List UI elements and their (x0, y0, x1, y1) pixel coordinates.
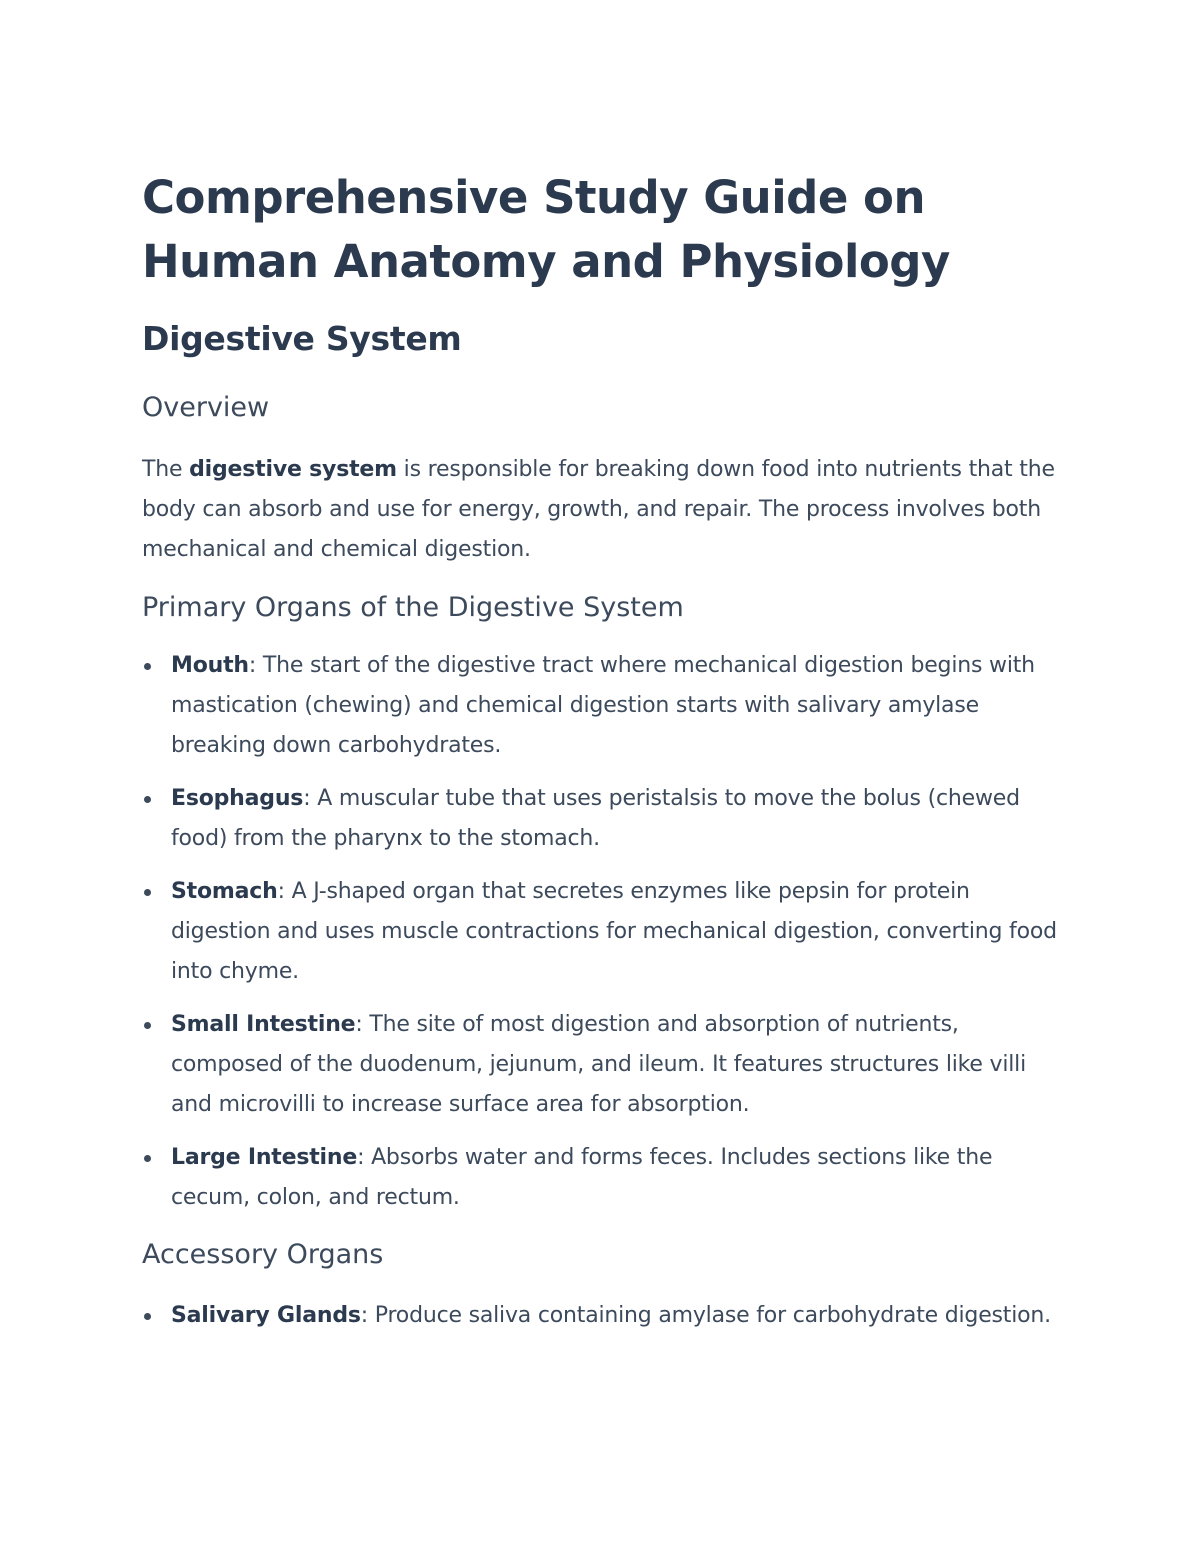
item-desc: : Produce saliva containing amylase for carbohydrate digestion. (360, 1303, 1051, 1328)
item-term: Mouth (171, 653, 249, 678)
document-title: Comprehensive Study Guide on Human Anatomy and Physiology (142, 171, 950, 288)
accessory-organs-list (142, 1296, 1062, 1349)
overview-term: digestive system (189, 457, 397, 482)
section-heading-digestive-system: Digestive System (142, 319, 462, 358)
primary-organs-list (142, 646, 1062, 1231)
list-item-esophagus (142, 779, 1062, 859)
list-item-mouth (142, 646, 1062, 766)
overview-text: is responsible for breaking down food into nutrients that the body can absorb and use for energy, growth, and repair. The process involves both mechanical and chemical digestion. (142, 457, 1055, 562)
list-item-salivary-glands (142, 1296, 1062, 1336)
overview-lead: The (142, 457, 190, 482)
item-desc: : Absorbs water and forms feces. Includes sections like the cecum, colon, and rectum. (171, 1145, 993, 1210)
bullet-icon (144, 1022, 151, 1029)
item-term: Small Intestine (171, 1012, 356, 1037)
item-term: Salivary Glands (171, 1303, 361, 1328)
subheading-accessory-organs: Accessory Organs (142, 1239, 384, 1270)
item-desc: : A muscular tube that uses peristalsis to move the bolus (chewed food) from the pharynx to the stomach. (171, 786, 1020, 851)
overview-paragraph (142, 450, 1062, 570)
item-desc: : A J-shaped organ that secretes enzymes like pepsin for protein digestion and uses muscle contractions for mechanical digestion, converting food into chyme. (171, 879, 1057, 984)
bullet-icon (144, 889, 151, 896)
item-desc: : The site of most digestion and absorption of nutrients, composed of the duodenum, jejunum, and ileum. It features structures like villi and microvilli to increase surface area for absorption. (171, 1012, 1027, 1117)
bullet-icon (144, 663, 151, 670)
bullet-icon (144, 796, 151, 803)
list-item-stomach (142, 872, 1062, 992)
subheading-overview: Overview (142, 392, 270, 423)
list-item-large-intestine (142, 1138, 1062, 1218)
list-item-small-intestine (142, 1005, 1062, 1125)
bullet-icon (144, 1313, 151, 1320)
bullet-icon (144, 1155, 151, 1162)
item-term: Stomach (171, 879, 278, 904)
subheading-primary-organs: Primary Organs of the Digestive System (142, 592, 684, 623)
item-term: Esophagus (171, 786, 304, 811)
item-term: Large Intestine (171, 1145, 358, 1170)
item-desc: : The start of the digestive tract where mechanical digestion begins with mastication (chewing) and chemical digestion starts with salivary amylase breaking down carbohydrates. (171, 653, 1035, 758)
